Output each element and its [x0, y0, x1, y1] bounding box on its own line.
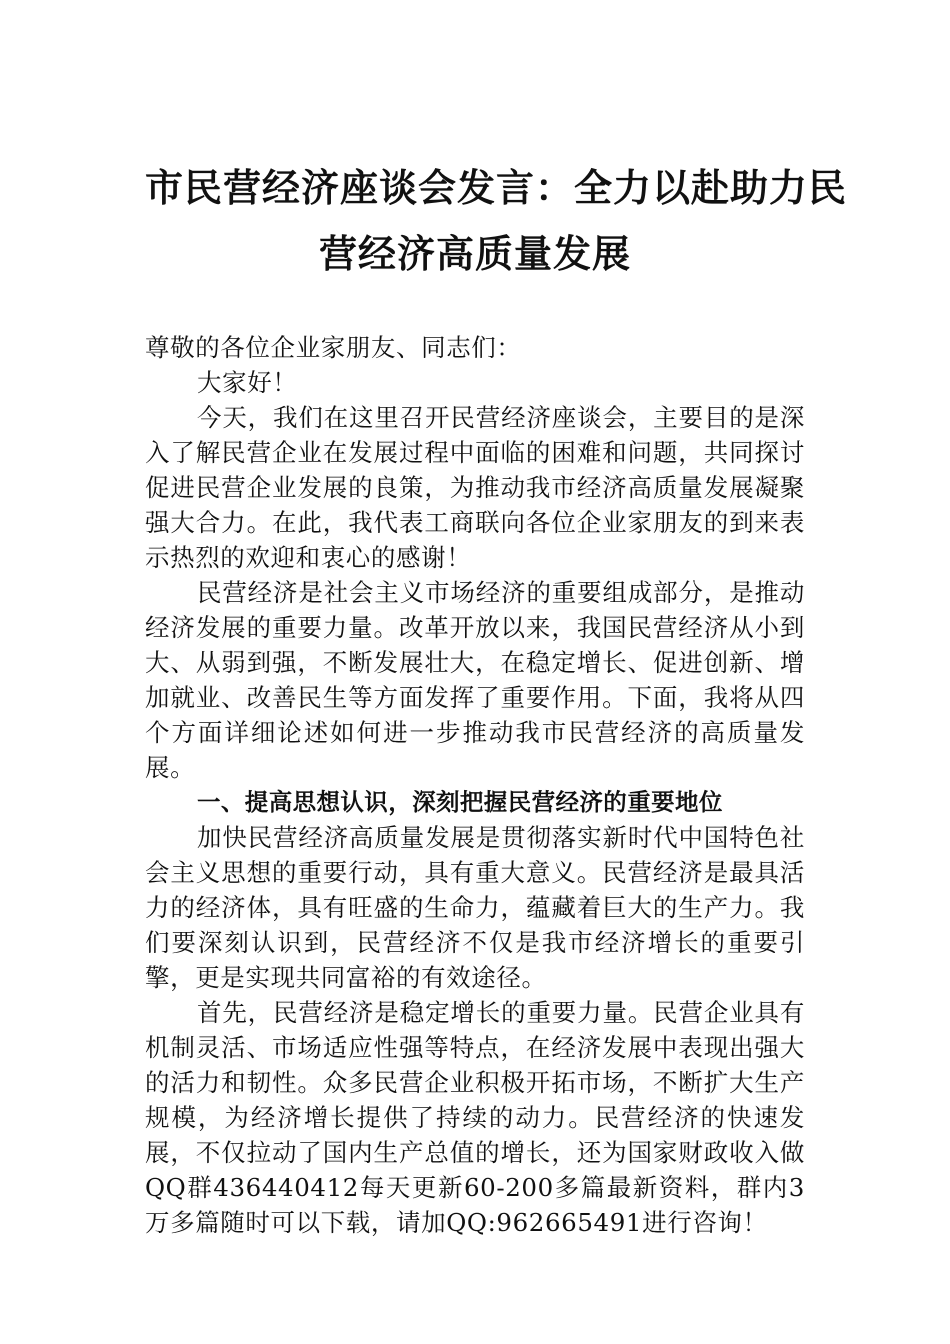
greeting: 大家好！ [197, 368, 298, 397]
section1-paragraph-1: 加快民营经济高质量发展是贯彻落实新时代中国特色社会主义思想的重要行动，具有重大意义。民营经济是最具活力的经济体，具有旺盛的生命力，蕴藏着巨大的生产力。我们要深刻认识到，民营经济不仅是我市经济增长的重要引擎，更是实现共同富裕的有效途径。 [145, 823, 805, 992]
paragraph-intro: 今天，我们在这里召开民营经济座谈会，主要目的是深入了解民营企业在发展过程中面临的困难和问题，共同探讨促进民营企业发展的良策，为推动我市经济高质量发展凝聚强大合力。在此，我代表工商联向各位企业家朋友的到来表示热烈的欢迎和衷心的感谢！ [145, 403, 805, 572]
section-heading-1: 一、提高思想认识，深刻把握民营经济的重要地位 [197, 788, 723, 816]
document-body [145, 330, 805, 1240]
document-title-line-1: 市民营经济座谈会发言：全力以赴助力民 [145, 165, 848, 210]
section1-paragraph-2: 首先，民营经济是稳定增长的重要力量。民营企业具有机制灵活、市场适应性强等特点，在经济发展中表现出强大的活力和韧性。众多民营企业积极开拓市场，不断扩大生产规模，为经济增长提供了持续的动力。民营经济的快速发展，不仅拉动了国内生产总值的增长，还为国家财政收入做QQ群436440412每天更新60-200多篇最新资料，群内3万多篇随时可以下载，请加QQ:962665491进行咨询！ [145, 998, 805, 1237]
salutation: 尊敬的各位企业家朋友、同志们： [145, 333, 522, 362]
document-title-line-2: 营经济高质量发展 [318, 231, 631, 276]
paragraph-overview: 民营经济是社会主义市场经济的重要组成部分，是推动经济发展的重要力量。改革开放以来，我国民营经济从小到大、从弱到强，不断发展壮大，在稳定增长、促进创新、增加就业、改善民生等方面发挥了重要作用。下面，我将从四个方面详细论述如何进一步推动我市民营经济的高质量发展。 [145, 578, 805, 782]
